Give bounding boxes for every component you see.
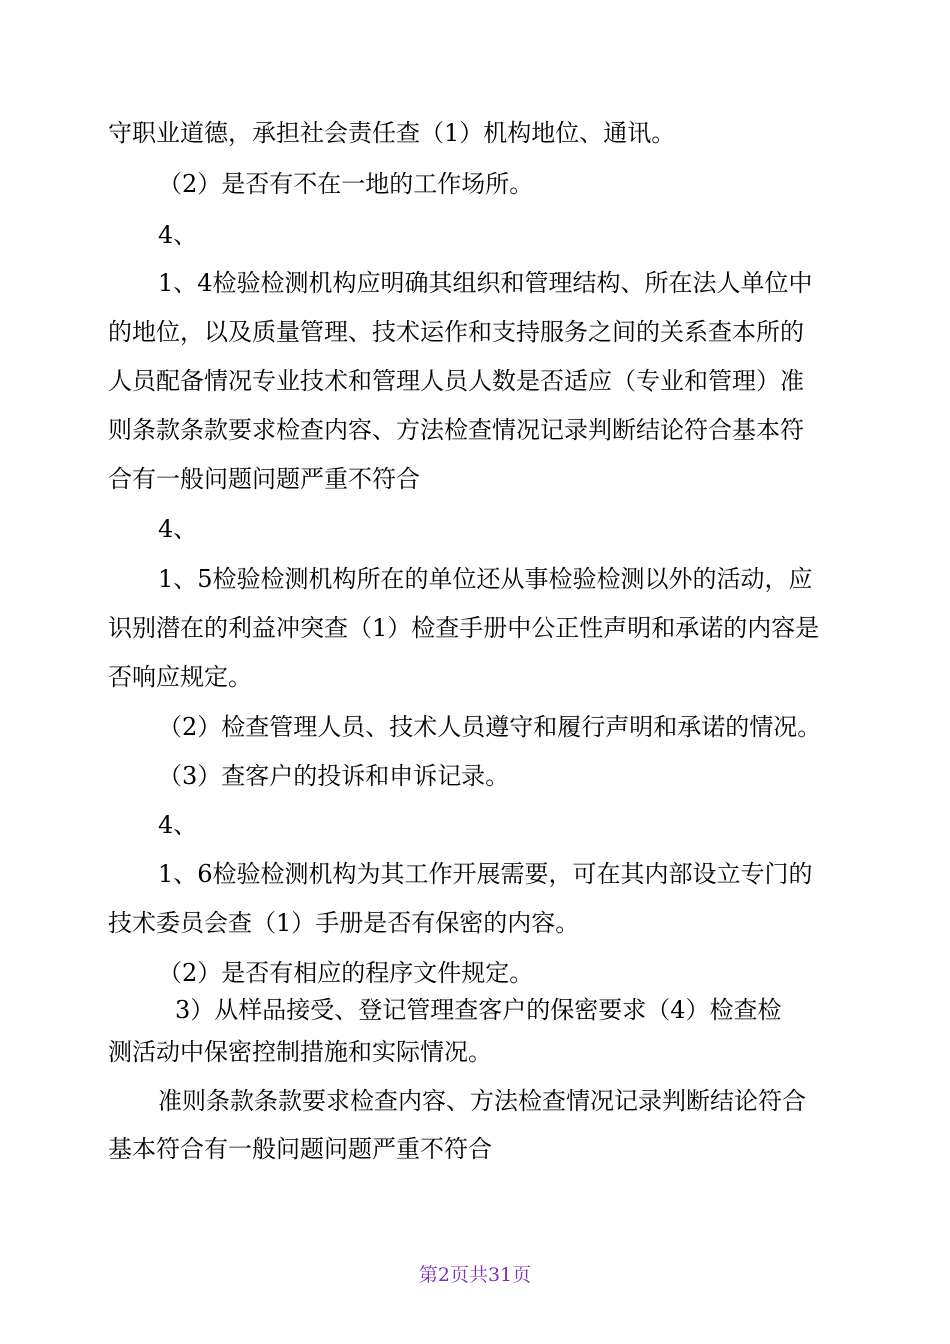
text-line: 4、 — [158, 221, 198, 249]
text-line: （2）检查管理人员、技术人员遵守和履行声明和承诺的情况。 — [158, 713, 822, 741]
text-line: 识别潜在的利益冲突查（1）检查手册中公正性声明和承诺的内容是 — [108, 614, 820, 642]
text-line: 4、 — [158, 515, 198, 543]
text-line: 否响应规定。 — [108, 663, 252, 691]
text-line: （2）是否有不在一地的工作场所。 — [158, 170, 534, 198]
text-line: 测活动中保密控制措施和实际情况。 — [108, 1038, 492, 1066]
text-line: 人员配备情况专业技术和管理人员人数是否适应（专业和管理）准 — [108, 367, 804, 395]
page-number-footer: 第2页共31页 — [418, 1264, 532, 1286]
text-line: 1、5检验检测机构所在的单位还从事检验检测以外的活动，应 — [158, 565, 813, 593]
text-line: 则条款条款要求检查内容、方法检查情况记录判断结论符合基本符 — [108, 416, 804, 444]
text-line: 的地位，以及质量管理、技术运作和支持服务之间的关系查本所的 — [108, 318, 804, 346]
text-line: 合有一般问题问题严重不符合 — [108, 465, 420, 493]
text-line: （2）是否有相应的程序文件规定。 — [158, 959, 534, 987]
text-line: 准则条款条款要求检查内容、方法检查情况记录判断结论符合 — [158, 1087, 806, 1115]
text-line: 1、6检验检测机构为其工作开展需要，可在其内部设立专门的 — [158, 860, 813, 888]
text-line: （3）查客户的投诉和申诉记录。 — [158, 762, 510, 790]
text-line: 4、 — [158, 811, 198, 839]
text-line: 守职业道德，承担社会责任查（1）机构地位、通讯。 — [108, 119, 676, 147]
text-line: 基本符合有一般问题问题严重不符合 — [108, 1135, 492, 1163]
text-line: 技术委员会查（1）手册是否有保密的内容。 — [108, 909, 580, 937]
text-line: 3）从样品接受、登记管理查客户的保密要求（4）检查检 — [175, 996, 782, 1024]
text-line: 1、4检验检测机构应明确其组织和管理结构、所在法人单位中 — [158, 269, 813, 297]
